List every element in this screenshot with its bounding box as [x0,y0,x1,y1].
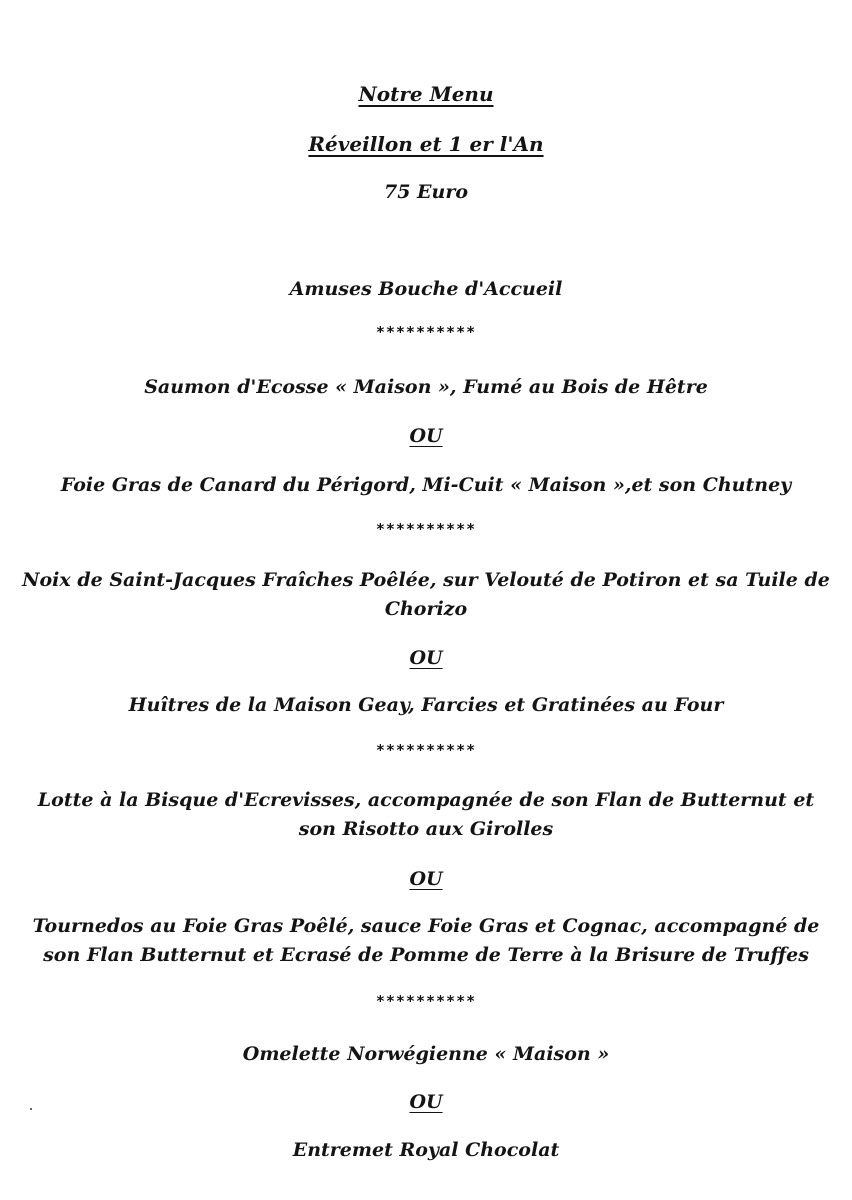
course-starter-2: Foie Gras de Canard du Périgord, Mi-Cuit « Maison »,et son Chutney [60,474,792,496]
course-dessert-2: Entremet Royal Chocolat [292,1139,560,1161]
or-label-4: OU [409,1091,443,1113]
or-label-1: OU [409,425,443,447]
course-second-2: Huîtres de la Maison Geay, Farcies et Gratinées au Four [128,694,724,716]
separator-3: ********** [375,741,477,759]
course-main-2: Tournedos au Foie Gras Poêlé, sauce Foie Gras et Cognac, accompagné de son Flan Butternut et Ecrasé de Pomme de Terre à la Brisure de Truffes [32,915,820,966]
course-dessert-1: Omelette Norwégienne « Maison » [242,1043,610,1065]
menu-price: 75 Euro [383,181,469,203]
separator-4: ********** [375,992,477,1010]
course-amuse: Amuses Bouche d'Accueil [289,278,563,300]
separator-1: ********** [375,323,477,341]
course-starter-1: Saumon d'Ecosse « Maison », Fumé au Bois de Hêtre [144,376,708,398]
scan-speck [30,1108,32,1110]
separator-2: ********** [375,520,477,538]
or-label-2: OU [409,647,443,669]
course-second-1: Noix de Saint-Jacques Fraîches Poêlée, sur Velouté de Potiron et sa Tuile de Chorizo [22,569,830,620]
course-main-1: Lotte à la Bisque d'Ecrevisses, accompagnée de son Flan de Butternut et son Risotto aux Girolles [37,789,815,840]
menu-subtitle: Réveillon et 1 er l'An [308,132,544,156]
menu-title: Notre Menu [358,82,494,106]
or-label-3: OU [409,868,443,890]
